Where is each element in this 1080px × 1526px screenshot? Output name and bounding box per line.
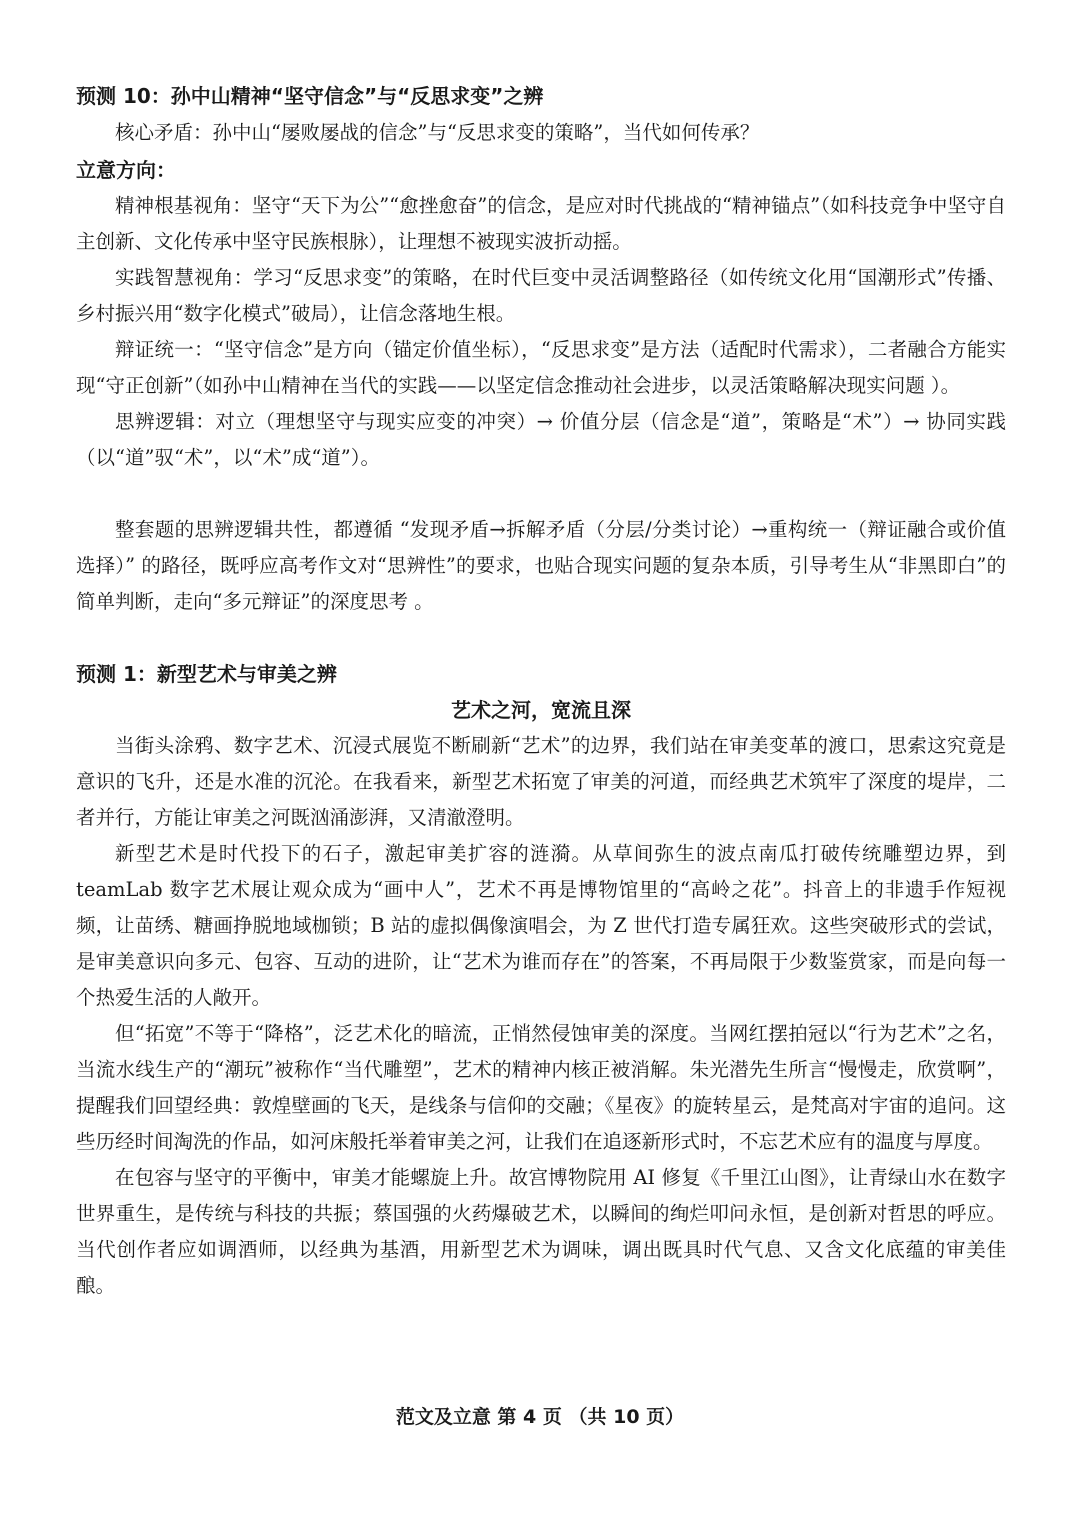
core-conflict-paragraph: 核心矛盾：孙中山“屡败屡战的信念”与“反思求变的策略”，当代如何传承？ <box>115 121 760 144</box>
essay-title: 艺术之河，宽流且深 <box>451 698 631 722</box>
page-footer: 范文及立意 第 4 页 （共 10 页） <box>395 1406 685 1428</box>
essay-paragraph: 当街头涂鸦、数字艺术、沉浸式展览不断刷新“艺术”的边界，我们站在审美变革的渡口，思索这究竟是意识的飞升，还是水准的沉沦。在我看来，新型艺术拓宽了审美的河道，而经典艺术筑牢了深度的堤岸，二者并行，方能让审美之河既汹涌澎湃，又清澈澄明。 <box>76 734 1006 829</box>
perspective-paragraph: 思辨逻辑：对立（理想坚守与现实应变的冲突）→ 价值分层（信念是“道”，策略是“术”）→ 协同实践（以“道”驭“术”，以“术”成“道”）。 <box>76 410 1006 469</box>
summary-paragraph: 整套题的思辨逻辑共性，都遵循 “发现矛盾→拆解矛盾（分层/分类讨论）→重构统一（辩证融合或价值选择）” 的路径，既呼应高考作文对“思辨性”的要求，也贴合现实问题的复杂本质，引导考生从“非黑即白”的简单判断，走向“多元辩证”的深度思考 。 <box>76 518 1006 613</box>
essay-paragraph: 新型艺术是时代投下的石子，激起审美扩容的涟漪。从草间弥生的波点南瓜打破传统雕塑边界，到 teamLab 数字艺术展让观众成为“画中人”，艺术不再是博物馆里的“高岭之花”。抖音上的非遗手作短视频，让苗绣、糖画挣脱地域枷锁；B 站的虚拟偶像演唱会，为 Z 世代打造专属狂欢。这些突破形式的尝试，是审美意识向多元、包容、互动的进阶，让“艺术为谁而存在”的答案，不再局限于少数鉴赏家，而是向每一个热爱生活的人敞开。 <box>76 842 1006 1009</box>
essay-paragraph: 在包容与坚守的平衡中，审美才能螺旋上升。故宫博物院用 AI 修复《千里江山图》，让青绿山水在数字世界重生，是传统与科技的共振；蔡国强的火药爆破艺术，以瞬间的绚烂叩问永恒，是创新对哲思的呼应。当代创作者应如调酒师，以经典为基酒，用新型艺术为调味，调出既具时代气息、又含文化底蕴的审美佳酿。 <box>76 1166 1006 1297</box>
direction-heading: 立意方向： <box>76 158 176 182</box>
perspective-paragraph: 辩证统一：“坚守信念”是方向（锚定价值坐标），“反思求变”是方法（适配时代需求），二者融合方能实现“守正创新”（如孙中山精神在当代的实践——以坚定信念推动社会进步，以灵活策略解决现实问题 ）。 <box>76 338 1006 397</box>
document-page <box>76 78 1006 1304</box>
perspective-paragraph: 精神根基视角：坚守“天下为公”“愈挫愈奋”的信念，是应对时代挑战的“精神锚点”（如科技竞争中坚守自主创新、文化传承中坚守民族根脉），让理想不被现实波折动摇。 <box>76 194 1006 253</box>
section-heading-prediction-10: 预测 10：孙中山精神“坚守信念”与“反思求变”之辨 <box>76 84 544 108</box>
perspective-paragraph: 实践智慧视角：学习“反思求变”的策略，在时代巨变中灵活调整路径（如传统文化用“国潮形式”传播、乡村振兴用“数字化模式”破局），让信念落地生根。 <box>76 266 1006 325</box>
essay-paragraph: 但“拓宽”不等于“降格”，泛艺术化的暗流，正悄然侵蚀审美的深度。当网红摆拍冠以“行为艺术”之名，当流水线生产的“潮玩”被称作“当代雕塑”，艺术的精神内核正被消解。朱光潜先生所言“慢慢走，欣赏啊”，提醒我们回望经典：敦煌壁画的飞天，是线条与信仰的交融；《星夜》的旋转星云，是梵高对宇宙的追问。这些历经时间淘洗的作品，如河床般托举着审美之河，让我们在追逐新形式时，不忘艺术应有的温度与厚度。 <box>76 1022 1006 1153</box>
section-heading-prediction-1: 预测 1：新型艺术与审美之辨 <box>76 662 337 686</box>
